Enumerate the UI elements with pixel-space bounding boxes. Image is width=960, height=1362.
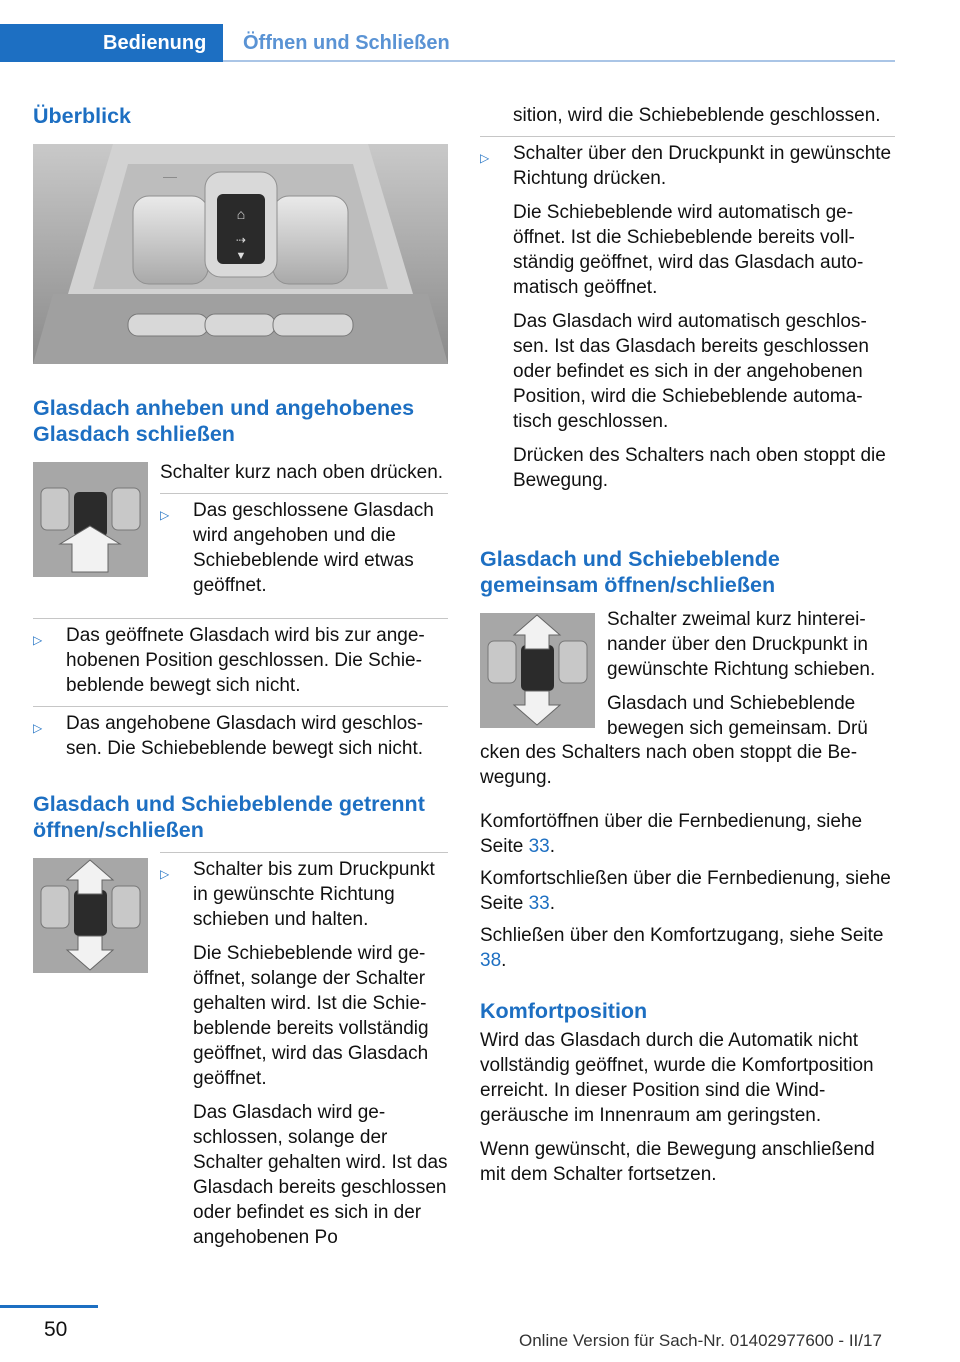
ref-3 [480,923,895,973]
svg-text:▼: ▼ [235,250,247,262]
page-number: 50 [44,1318,68,1341]
switch-up-image [33,462,148,577]
ref-2-end: . [549,893,556,914]
joint-p1: Schalter zweimal kurz hintereinander über den Druckpunkt in gewünschte Richtung schieben. [607,609,876,680]
bullet-arrow-icon: ▷ [33,633,43,647]
lift-intro-block [160,460,448,598]
section-title[interactable]: Öffnen und Schließen [243,32,450,54]
joint-section [480,546,895,598]
ref-1-end: . [549,836,556,857]
footer-online-version[interactable]: Online Version für Sach-Nr. 01402977600 - II/17 [519,1331,882,1350]
lift-bullet-2-text: Das geöffnete Glasdach wird bis zur angehobenen Position geschlossen. Die Schiebeblende bewegt sich nicht. [66,625,425,696]
separate-title: Glasdach und Schiebeblende getrennt öffnen/schließen [33,792,425,842]
joint-text-cont [480,740,895,790]
separate-p2: Das Glasdach wird geschlossen, solange der Schalter gehalten wird. Ist das Glasdach bereits geschlossen oder befindet es sich in der angehobenen Po [193,1102,448,1248]
ref-3-link[interactable]: 38 [480,950,502,971]
divider [160,493,448,494]
header-rule [223,60,895,62]
joint-text [607,607,895,741]
chapter-tab[interactable] [0,24,223,62]
roof-console-image [33,144,448,364]
lift-bullets [33,618,448,761]
ref-3-text: Schließen über den Komfortzugang, siehe Seite [480,925,884,946]
separate-section [33,791,448,843]
stop-text: Drücken des Schalters nach oben stoppt die Bewegung. [513,445,886,491]
ref-3-end: . [501,950,507,971]
bullet-arrow-icon: ▷ [160,867,170,881]
divider [160,852,448,853]
separate-continued: sition, wird die Schiebeblende geschlossen. [513,105,881,126]
joint-p2a: Glasdach und Schiebeblende bewegen sich gemeinsam. Drü [607,693,868,739]
bullet-arrow-icon: ▷ [480,151,490,165]
ref-2 [480,866,895,916]
svg-text:⌂: ⌂ [236,206,246,222]
chapter-tab-label: Bedienung [103,32,207,54]
switch-up-icon [33,462,148,577]
divider [33,706,448,707]
separate-p1: Die Schiebeblende wird geöffnet, solange der Schalter gehalten wird. Ist die Schiebeblende bereits vollständig geöffnet, wird das Glasdach geöffnet. [193,943,429,1089]
auto-close-text: Das Glasdach wird automatisch geschlossen. Ist das Glasdach bereits geschlossen oder befindet es sich in der angehobenen Position, wird die Schiebeblende automatisch geschlossen. [513,311,869,432]
ref-1-text: Komfortöffnen über die Fernbedienung, siehe Seite [480,811,863,857]
joint-title: Glasdach und Schiebeblende gemeinsam öffnen/schließen [480,547,780,597]
joint-p2b: cken des Schalters nach oben stoppt die Bewegung. [480,742,858,788]
ref-1-link[interactable]: 33 [528,836,550,857]
overview-section [33,103,448,129]
lift-bullet-1-text: Das geschlossene Glasdach wird angehoben und die Schiebeblende wird etwas geöffnet. [193,500,434,596]
lift-title: Glasdach anheben und angehobenes Glasdach schließen [33,396,415,446]
lift-bullet-1 [160,498,448,598]
bullet-arrow-icon: ▷ [160,508,170,522]
references [480,809,895,973]
lift-bullet-3-text: Das angehobene Glasdach wird geschlossen. Die Schiebeblende bewegt sich nicht. [66,713,424,759]
switch-updown-icon [33,858,148,973]
bullet-arrow-icon: ▷ [33,721,43,735]
lift-bullet-2 [33,623,448,698]
separate-bullet-2-text: Schalter über den Druckpunkt in gewünschte Richtung drücken. [513,143,892,189]
lift-intro: Schalter kurz nach oben drücken. [160,462,444,483]
divider [480,136,895,137]
svg-text:⇢: ⇢ [235,233,247,247]
lift-section [33,395,448,447]
separate-bullet-1-text: Schalter bis zum Druckpunkt in gewünschte Richtung schieben und halten. [193,859,435,930]
right-column [480,103,895,493]
ref-1 [480,809,895,859]
comfort-p1: Wird das Glasdach durch die Automatik nicht vollständig geöffnet, wurde die Komfortposition erreicht. In dieser Position sind die Windgeräusche im Innenraum am geringsten. [480,1030,874,1126]
svg-text:—: — [163,168,177,184]
comfort-title: Komfortposition [480,999,648,1023]
divider [33,618,448,619]
ref-2-link[interactable]: 33 [528,893,550,914]
footer-rule [0,1305,98,1308]
overview-photo [33,144,448,364]
separate-bullet-1 [160,857,448,932]
overview-title: Überblick [33,104,131,128]
separate-bullet-2 [480,141,895,191]
separate-text [160,852,448,1250]
comfort-p2: Wenn gewünscht, die Bewegung anschließend mit dem Schalter fortsetzen. [480,1139,875,1185]
ref-2-text: Komfortschließen über die Fernbedienung, siehe Seite [480,868,891,914]
lift-bullet-3 [33,711,448,761]
switch-updown-icon [480,613,595,728]
switch-joint-image [480,613,595,728]
auto-open-text: Die Schiebeblende wird automatisch geöffnet. Ist die Schiebeblende bereits vollständig geöffnet, wird das Glasdach automatisch geöffnet. [513,202,864,298]
switch-both-image [33,858,148,973]
comfort-section [480,998,895,1187]
